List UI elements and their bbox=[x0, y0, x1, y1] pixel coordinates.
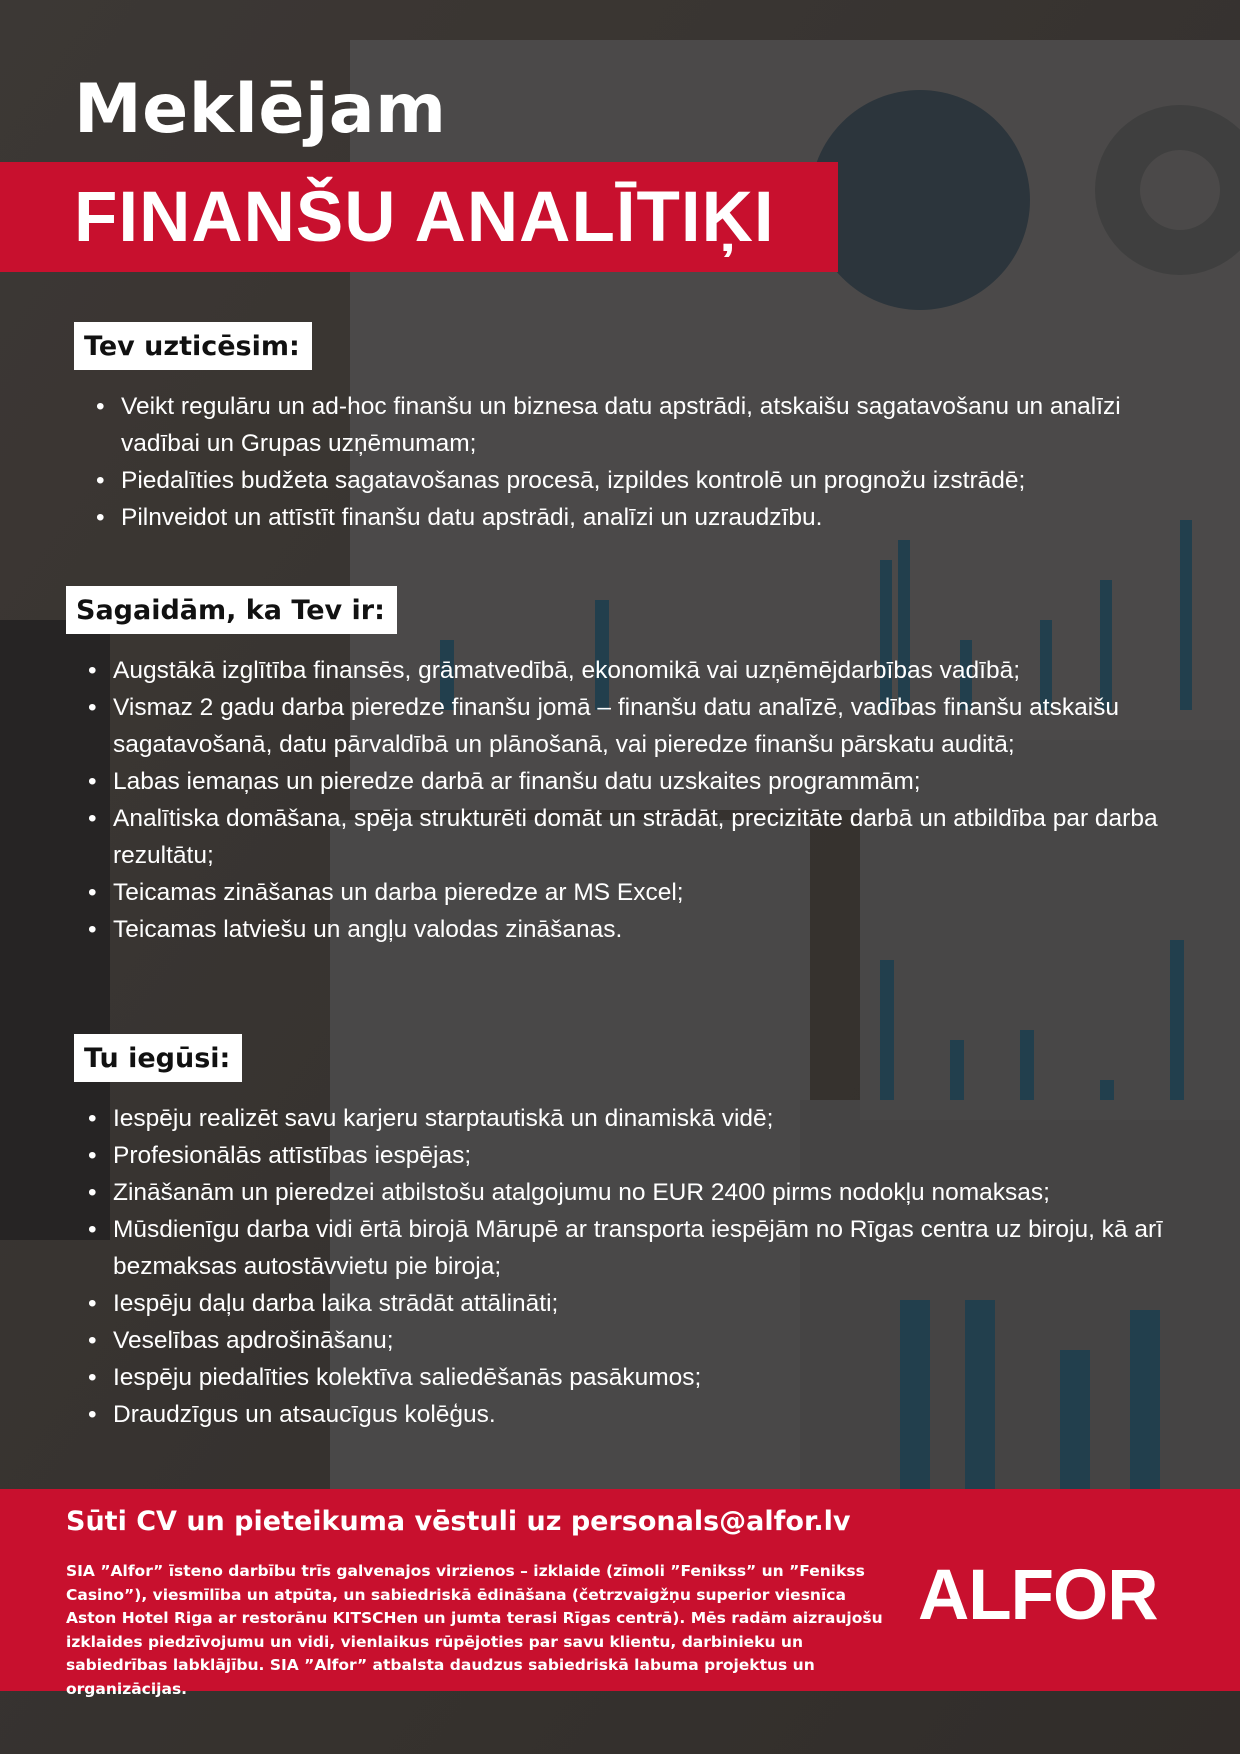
list-item: • Veikt regulāru un ad-hoc finanšu un biznesa datu apstrādi, atskaišu sagatavošanu un analīzi vadībai un Grupas uzņēmumam; bbox=[96, 388, 1156, 462]
list-item: • Profesionālās attīstības iespējas; bbox=[88, 1137, 1198, 1174]
list-item: • Piedalīties budžeta sagatavošanas procesā, izpildes kontrolē un prognožu izstrādē; bbox=[96, 462, 1156, 499]
list-item: • Labas iemaņas un pieredze darbā ar finanšu datu uzskaites programmām; bbox=[88, 763, 1168, 800]
company-description: SIA ”Alfor” īsteno darbību trīs galvenajos virzienos – izklaide (zīmoli ”Fenikss” un ”Fenikss Casino”), viesmīlība un atpūta, un sabiedriskā ēdināšana (četrzvaigžņu superior viesnīca Aston Hotel Riga ar restorānu KITSCHen un jumta terasi Rīgas centrā). Mēs radām aizraujošu izklaides piedzīvojumu un vidi, vienlaikus rūpējoties par savu klientu, darbinieku un sabiedrības labklājību. SIA ”Alfor” atbalsta daudzus sabiedriskā labuma projektus un organizācijas. bbox=[66, 1562, 883, 1698]
list-item: • Augstākā izglītība finansēs, grāmatvedībā, ekonomikā vai uzņēmējdarbības vadībā; bbox=[88, 652, 1168, 689]
headline-title: FINANŠU ANALĪTIĶI bbox=[74, 178, 775, 257]
requirements-list bbox=[88, 652, 1168, 948]
list-item: • Zināšanām un pieredzei atbilstošu atalgojumu no EUR 2400 pirms nodokļu nomaksas; bbox=[88, 1174, 1198, 1211]
section-heading-responsibilities: Tev uzticēsim: bbox=[74, 322, 312, 370]
list-item: • Draudzīgus un atsaucīgus kolēģus. bbox=[88, 1396, 1198, 1433]
list-item: • Teicamas zināšanas un darba pieredze ar MS Excel; bbox=[88, 874, 1168, 911]
headline-line1: Meklējam bbox=[74, 70, 447, 149]
section-heading-benefits: Tu iegūsi: bbox=[74, 1034, 242, 1082]
list-item: • Analītiska domāšana, spēja strukturēti domāt un strādāt, precizitāte darbā un atbildība par darba rezultātu; bbox=[88, 800, 1168, 874]
benefits-list bbox=[88, 1100, 1198, 1433]
list-item: • Iespēju realizēt savu karjeru starptautiskā un dinamiskā vidē; bbox=[88, 1100, 1198, 1137]
responsibilities-list bbox=[96, 388, 1156, 536]
footer-call-to-action: Sūti CV un pieteikuma vēstuli uz personals@alfor.lv bbox=[66, 1506, 851, 1537]
list-item: • Veselības apdrošināšanu; bbox=[88, 1322, 1198, 1359]
list-item: • Iespēju piedalīties kolektīva saliedēšanās pasākumos; bbox=[88, 1359, 1198, 1396]
list-item: • Mūsdienīgu darba vidi ērtā birojā Mārupē ar transporta iespējām no Rīgas centra uz biroju, kā arī bezmaksas autostāvvietu pie biroja; bbox=[88, 1211, 1198, 1285]
list-item: • Iespēju daļu darba laika strādāt attālināti; bbox=[88, 1285, 1198, 1322]
list-item: • Teicamas latviešu un angļu valodas zināšanas. bbox=[88, 911, 1168, 948]
alfor-logo: ALFOR bbox=[918, 1556, 1158, 1635]
list-item: • Pilnveidot un attīstīt finanšu datu apstrādi, analīzi un uzraudzību. bbox=[96, 499, 1156, 536]
list-item: • Vismaz 2 gadu darba pieredze finanšu jomā – finanšu datu analīzē, vadības finanšu atskaišu sagatavošanā, datu pārvaldībā un plānošanā, vai pieredze finanšu pārskatu auditā; bbox=[88, 689, 1168, 763]
section-heading-requirements: Sagaidām, ka Tev ir: bbox=[66, 586, 397, 634]
